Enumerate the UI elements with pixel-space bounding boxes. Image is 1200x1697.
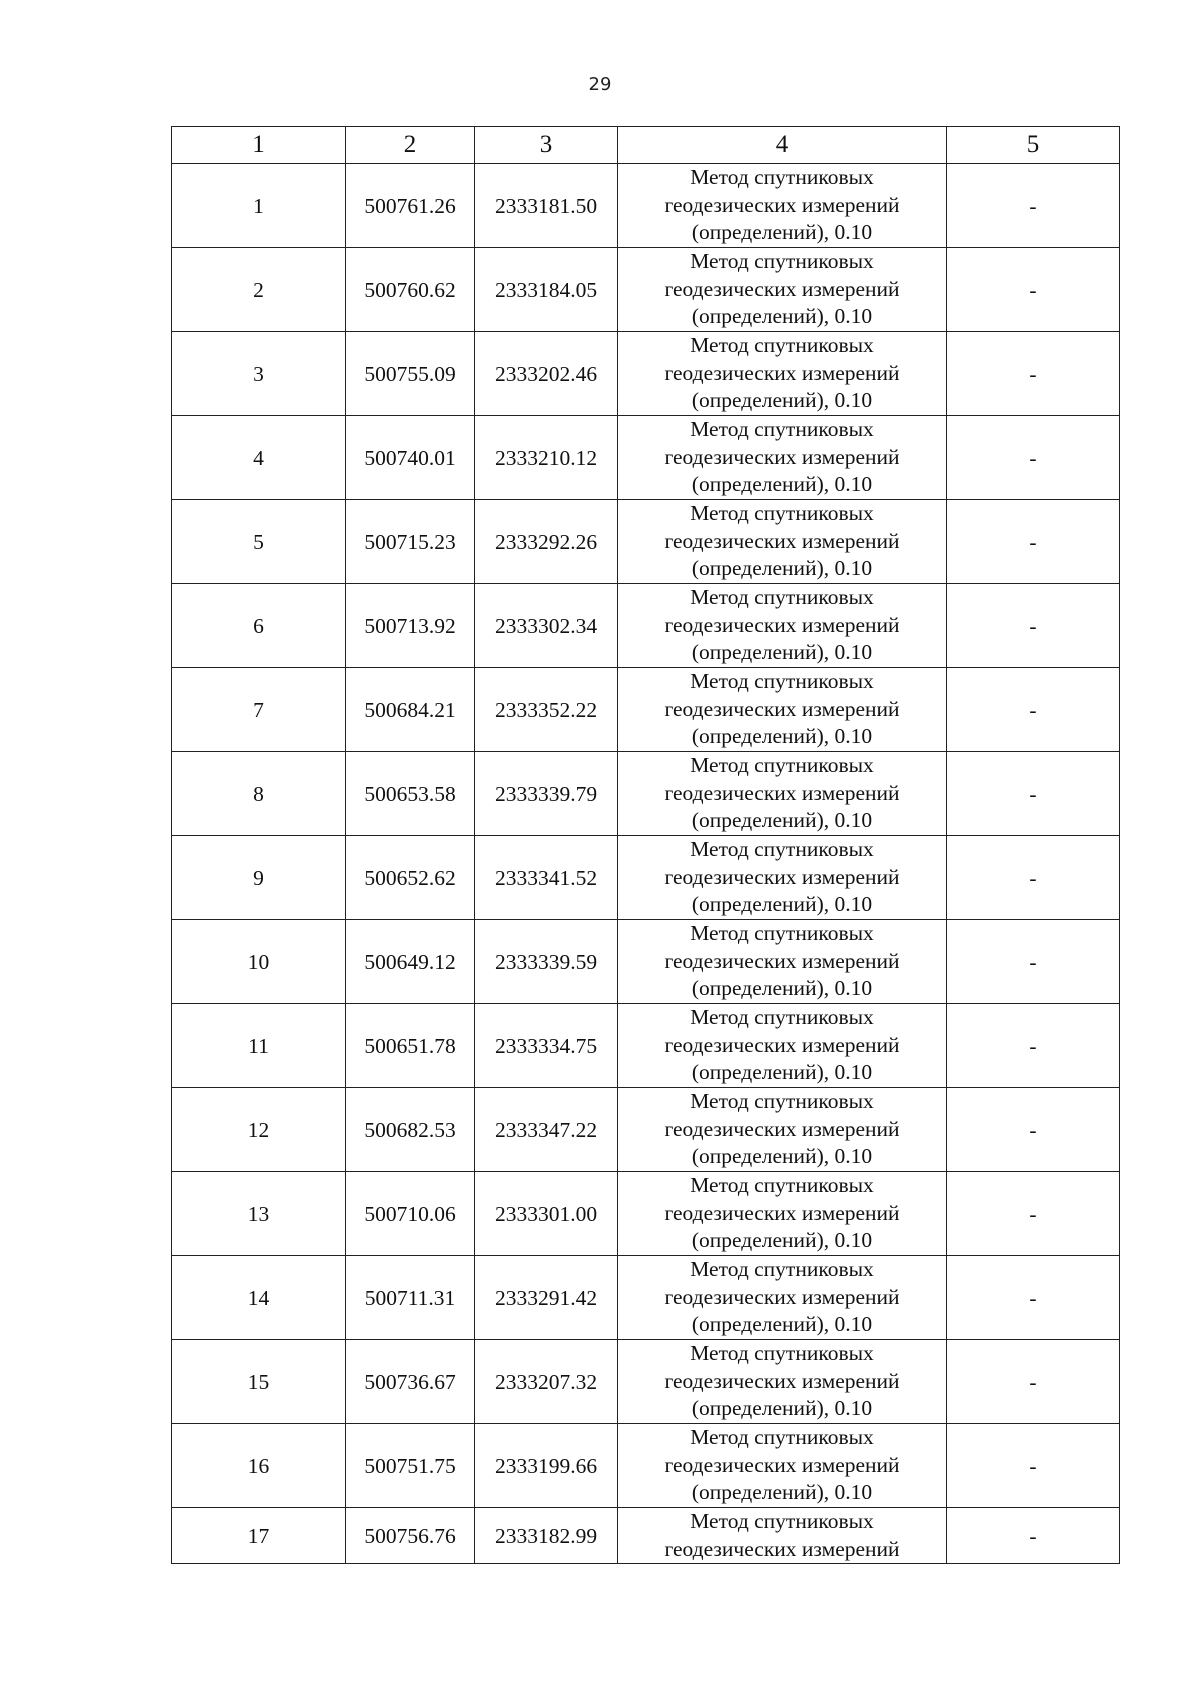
method-line: геодезических измерений bbox=[664, 1536, 900, 1561]
method-cell bbox=[618, 1256, 947, 1340]
method-cell bbox=[618, 1172, 947, 1256]
method-line: Метод спутниковых bbox=[690, 1257, 874, 1282]
point-number-cell: 6 bbox=[172, 584, 346, 668]
description-cell: - bbox=[947, 248, 1120, 332]
table-row bbox=[172, 416, 1120, 500]
y-coordinate-cell: 2333334.75 bbox=[475, 1004, 618, 1088]
description-cell: - bbox=[947, 500, 1120, 584]
method-line: (определений), 0.10 bbox=[691, 808, 873, 833]
method-line: геодезических измерений bbox=[664, 276, 900, 301]
description-cell: - bbox=[947, 1088, 1120, 1172]
y-coordinate-cell: 2333347.22 bbox=[475, 1088, 618, 1172]
method-line: (определений), 0.10 bbox=[691, 1312, 873, 1337]
method-cell bbox=[618, 416, 947, 500]
y-coordinate-cell: 2333341.52 bbox=[475, 836, 618, 920]
description-cell: - bbox=[947, 836, 1120, 920]
description-cell: - bbox=[947, 668, 1120, 752]
method-line: Метод спутниковых bbox=[690, 1005, 874, 1030]
x-coordinate-cell: 500751.75 bbox=[346, 1424, 475, 1508]
page-number: 29 bbox=[588, 74, 612, 95]
point-number-cell: 9 bbox=[172, 836, 346, 920]
table-row bbox=[172, 1256, 1120, 1340]
method-line: (определений), 0.10 bbox=[691, 472, 873, 497]
table-row bbox=[172, 1340, 1120, 1424]
x-coordinate-cell: 500713.92 bbox=[346, 584, 475, 668]
coordinates-table bbox=[171, 126, 1120, 1564]
table-row bbox=[172, 248, 1120, 332]
y-coordinate-cell: 2333302.34 bbox=[475, 584, 618, 668]
x-coordinate-cell: 500755.09 bbox=[346, 332, 475, 416]
description-cell: - bbox=[947, 752, 1120, 836]
table-row bbox=[172, 1088, 1120, 1172]
method-line: (определений), 0.10 bbox=[691, 304, 873, 329]
point-number-cell: 3 bbox=[172, 332, 346, 416]
table-row bbox=[172, 836, 1120, 920]
point-number-cell: 14 bbox=[172, 1256, 346, 1340]
x-coordinate-cell: 500761.26 bbox=[346, 164, 475, 248]
description-cell: - bbox=[947, 584, 1120, 668]
point-number-cell: 5 bbox=[172, 500, 346, 584]
method-line: геодезических измерений bbox=[664, 864, 900, 889]
method-line: Метод спутниковых bbox=[690, 669, 874, 694]
point-number-cell: 17 bbox=[172, 1508, 346, 1564]
point-number-cell: 4 bbox=[172, 416, 346, 500]
table-row bbox=[172, 584, 1120, 668]
description-cell: - bbox=[947, 416, 1120, 500]
point-number-cell: 8 bbox=[172, 752, 346, 836]
y-coordinate-cell: 2333339.79 bbox=[475, 752, 618, 836]
method-line: геодезических измерений bbox=[664, 1452, 900, 1477]
method-line: Метод спутниковых bbox=[690, 1341, 874, 1366]
point-number-cell: 10 bbox=[172, 920, 346, 1004]
x-coordinate-cell: 500649.12 bbox=[346, 920, 475, 1004]
y-coordinate-cell: 2333210.12 bbox=[475, 416, 618, 500]
y-coordinate-cell: 2333202.46 bbox=[475, 332, 618, 416]
description-cell: - bbox=[947, 1340, 1120, 1424]
method-line: (определений), 0.10 bbox=[691, 1060, 873, 1085]
column-header-4: 4 bbox=[618, 127, 947, 164]
y-coordinate-cell: 2333301.00 bbox=[475, 1172, 618, 1256]
column-header-5: 5 bbox=[947, 127, 1120, 164]
point-number-cell: 2 bbox=[172, 248, 346, 332]
x-coordinate-cell: 500684.21 bbox=[346, 668, 475, 752]
method-line: геодезических измерений bbox=[664, 360, 900, 385]
method-cell bbox=[618, 1340, 947, 1424]
table-row bbox=[172, 752, 1120, 836]
method-line: Метод спутниковых bbox=[690, 165, 874, 190]
point-number-cell: 1 bbox=[172, 164, 346, 248]
x-coordinate-cell: 500652.62 bbox=[346, 836, 475, 920]
x-coordinate-cell: 500760.62 bbox=[346, 248, 475, 332]
description-cell: - bbox=[947, 1256, 1120, 1340]
method-line: геодезических измерений bbox=[664, 780, 900, 805]
method-line: геодезических измерений bbox=[664, 528, 900, 553]
y-coordinate-cell: 2333199.66 bbox=[475, 1424, 618, 1508]
table-row bbox=[172, 668, 1120, 752]
x-coordinate-cell: 500715.23 bbox=[346, 500, 475, 584]
description-cell: - bbox=[947, 332, 1120, 416]
method-cell bbox=[618, 836, 947, 920]
y-coordinate-cell: 2333181.50 bbox=[475, 164, 618, 248]
method-cell bbox=[618, 1424, 947, 1508]
point-number-cell: 15 bbox=[172, 1340, 346, 1424]
x-coordinate-cell: 500736.67 bbox=[346, 1340, 475, 1424]
method-cell bbox=[618, 248, 947, 332]
point-number-cell: 16 bbox=[172, 1424, 346, 1508]
method-line: (определений), 0.10 bbox=[691, 724, 873, 749]
y-coordinate-cell: 2333292.26 bbox=[475, 500, 618, 584]
point-number-cell: 7 bbox=[172, 668, 346, 752]
method-cell bbox=[618, 1508, 947, 1564]
method-line: Метод спутниковых bbox=[690, 1089, 874, 1114]
method-cell bbox=[618, 752, 947, 836]
y-coordinate-cell: 2333291.42 bbox=[475, 1256, 618, 1340]
method-line: Метод спутниковых bbox=[690, 1425, 874, 1450]
x-coordinate-cell: 500711.31 bbox=[346, 1256, 475, 1340]
y-coordinate-cell: 2333184.05 bbox=[475, 248, 618, 332]
table-row bbox=[172, 1004, 1120, 1088]
method-cell bbox=[618, 920, 947, 1004]
column-header-3: 3 bbox=[475, 127, 618, 164]
method-cell bbox=[618, 500, 947, 584]
x-coordinate-cell: 500651.78 bbox=[346, 1004, 475, 1088]
x-coordinate-cell: 500756.76 bbox=[346, 1508, 475, 1564]
method-cell bbox=[618, 668, 947, 752]
method-line: Метод спутниковых bbox=[690, 1173, 874, 1198]
table-row bbox=[172, 920, 1120, 1004]
table-row bbox=[172, 1508, 1120, 1564]
y-coordinate-cell: 2333352.22 bbox=[475, 668, 618, 752]
method-line: геодезических измерений bbox=[664, 1032, 900, 1057]
method-line: Метод спутниковых bbox=[690, 249, 874, 274]
table-row bbox=[172, 164, 1120, 248]
method-line: геодезических измерений bbox=[664, 1368, 900, 1393]
method-line: Метод спутниковых bbox=[690, 585, 874, 610]
method-line: (определений), 0.10 bbox=[691, 1144, 873, 1169]
method-line: (определений), 0.10 bbox=[691, 1396, 873, 1421]
table-row bbox=[172, 1172, 1120, 1256]
method-line: геодезических измерений bbox=[664, 948, 900, 973]
table-header-row bbox=[172, 127, 1120, 164]
method-line: геодезических измерений bbox=[664, 696, 900, 721]
method-line: геодезических измерений bbox=[664, 192, 900, 217]
description-cell: - bbox=[947, 164, 1120, 248]
y-coordinate-cell: 2333207.32 bbox=[475, 1340, 618, 1424]
method-line: (определений), 0.10 bbox=[691, 388, 873, 413]
table-body bbox=[172, 164, 1120, 1564]
method-line: геодезических измерений bbox=[664, 1284, 900, 1309]
description-cell: - bbox=[947, 1172, 1120, 1256]
method-line: (определений), 0.10 bbox=[691, 640, 873, 665]
method-line: Метод спутниковых bbox=[690, 417, 874, 442]
method-line: геодезических измерений bbox=[664, 1200, 900, 1225]
table-row bbox=[172, 332, 1120, 416]
method-line: (определений), 0.10 bbox=[691, 976, 873, 1001]
method-cell bbox=[618, 1004, 947, 1088]
point-number-cell: 11 bbox=[172, 1004, 346, 1088]
method-line: геодезических измерений bbox=[664, 1116, 900, 1141]
method-line: Метод спутниковых bbox=[690, 333, 874, 358]
method-cell bbox=[618, 332, 947, 416]
method-line: геодезических измерений bbox=[664, 444, 900, 469]
description-cell: - bbox=[947, 1004, 1120, 1088]
method-line: Метод спутниковых bbox=[690, 837, 874, 862]
method-line: (определений), 0.10 bbox=[691, 1480, 873, 1505]
x-coordinate-cell: 500682.53 bbox=[346, 1088, 475, 1172]
method-line: Метод спутниковых bbox=[690, 921, 874, 946]
table-row bbox=[172, 1424, 1120, 1508]
description-cell: - bbox=[947, 920, 1120, 1004]
method-line: (определений), 0.10 bbox=[691, 892, 873, 917]
x-coordinate-cell: 500653.58 bbox=[346, 752, 475, 836]
description-cell: - bbox=[947, 1508, 1120, 1564]
column-header-2: 2 bbox=[346, 127, 475, 164]
method-line: Метод спутниковых bbox=[690, 753, 874, 778]
x-coordinate-cell: 500710.06 bbox=[346, 1172, 475, 1256]
description-cell: - bbox=[947, 1424, 1120, 1508]
method-cell bbox=[618, 164, 947, 248]
point-number-cell: 12 bbox=[172, 1088, 346, 1172]
method-line: геодезических измерений bbox=[664, 612, 900, 637]
method-cell bbox=[618, 1088, 947, 1172]
method-line: Метод спутниковых bbox=[690, 1509, 874, 1533]
y-coordinate-cell: 2333182.99 bbox=[475, 1508, 618, 1564]
table-row bbox=[172, 500, 1120, 584]
method-line: (определений), 0.10 bbox=[691, 556, 873, 581]
y-coordinate-cell: 2333339.59 bbox=[475, 920, 618, 1004]
method-line: (определений), 0.10 bbox=[691, 220, 873, 245]
point-number-cell: 13 bbox=[172, 1172, 346, 1256]
method-cell bbox=[618, 584, 947, 668]
method-line: Метод спутниковых bbox=[690, 501, 874, 526]
x-coordinate-cell: 500740.01 bbox=[346, 416, 475, 500]
method-line: (определений), 0.10 bbox=[691, 1228, 873, 1253]
column-header-1: 1 bbox=[172, 127, 346, 164]
